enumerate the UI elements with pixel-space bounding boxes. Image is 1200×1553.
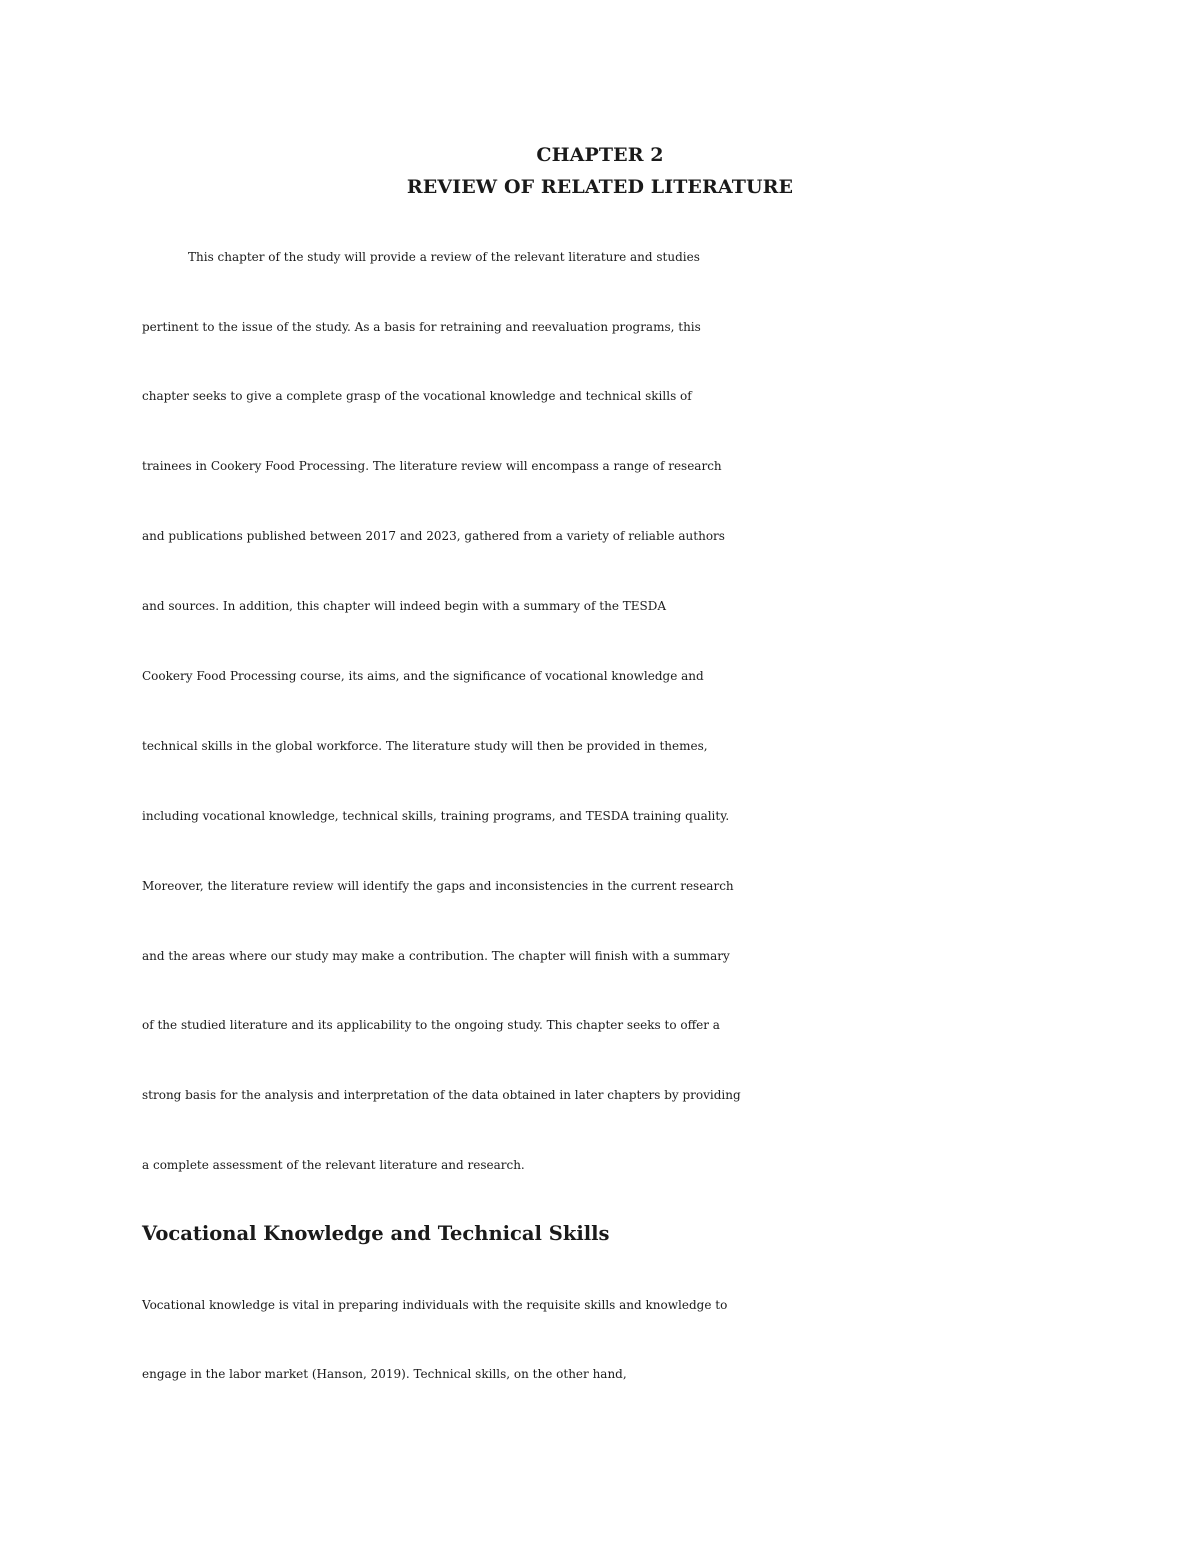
intro-line: of the studied literature and its applicability to the ongoing study. This chapter seeks to offer a: [142, 1018, 720, 1032]
section-line: engage in the labor market (Hanson, 2019). Technical skills, on the other hand,: [142, 1367, 627, 1381]
section-line: Vocational knowledge is vital in preparing individuals with the requisite skills and knowledge to: [142, 1298, 728, 1312]
intro-line: strong basis for the analysis and interpretation of the data obtained in later chapters by providing: [142, 1088, 741, 1102]
intro-line: chapter seeks to give a complete grasp of the vocational knowledge and technical skills of: [142, 389, 692, 403]
chapter-label: CHAPTER 2: [536, 144, 664, 166]
intro-line: including vocational knowledge, technical skills, training programs, and TESDA training quality.: [142, 809, 730, 823]
section-heading: Vocational Knowledge and Technical Skills: [142, 1222, 610, 1245]
intro-line: pertinent to the issue of the study. As a basis for retraining and reevaluation programs, this: [142, 320, 701, 334]
intro-line: a complete assessment of the relevant literature and research.: [142, 1158, 525, 1172]
intro-line: Cookery Food Processing course, its aims, and the significance of vocational knowledge and: [142, 669, 704, 683]
intro-line: This chapter of the study will provide a review of the relevant literature and studies: [188, 250, 700, 264]
intro-line: and the areas where our study may make a contribution. The chapter will finish with a summary: [142, 949, 730, 963]
intro-line: Moreover, the literature review will identify the gaps and inconsistencies in the current research: [142, 879, 734, 893]
chapter-title: REVIEW OF RELATED LITERATURE: [406, 176, 794, 198]
intro-line: and sources. In addition, this chapter will indeed begin with a summary of the TESDA: [142, 599, 667, 613]
intro-line: and publications published between 2017 and 2023, gathered from a variety of reliable authors: [142, 529, 725, 543]
intro-line: technical skills in the global workforce. The literature study will then be provided in themes,: [142, 739, 708, 753]
intro-line: trainees in Cookery Food Processing. The literature review will encompass a range of research: [142, 459, 722, 473]
